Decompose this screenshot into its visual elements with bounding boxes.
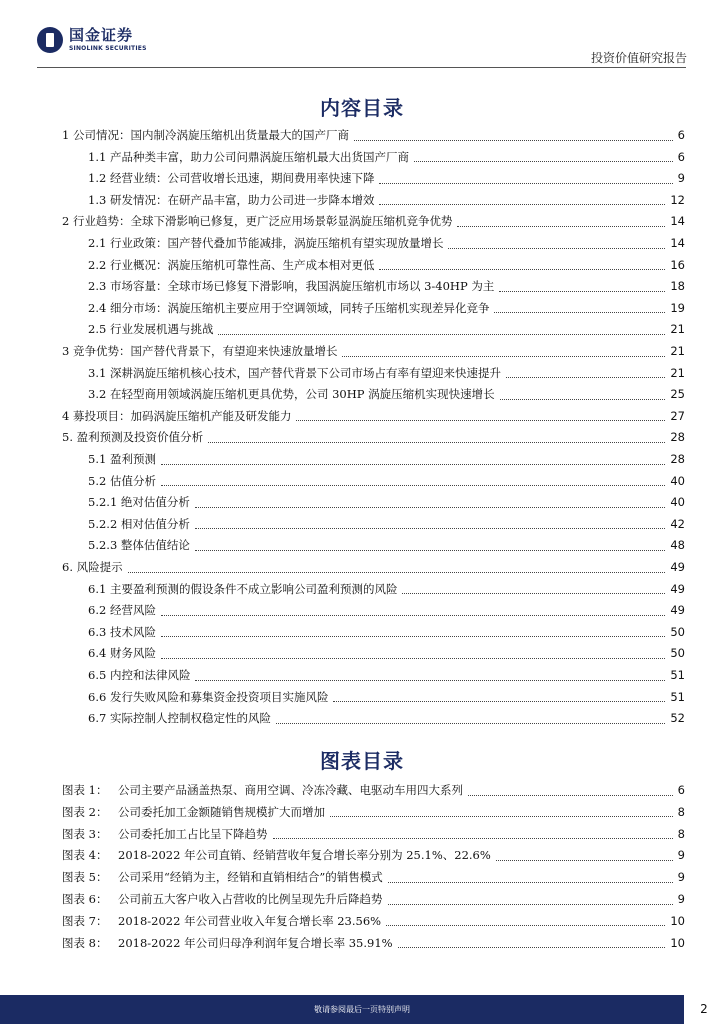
dot-leader bbox=[195, 497, 665, 508]
toc-entry-title: 3.1 深耕涡旋压缩机核心技术，国产替代背景下公司市场占有率有望迎来快速提升 bbox=[88, 365, 501, 380]
dot-leader bbox=[496, 850, 673, 861]
toc-entry-title: 3.2 在轻型商用领域涡旋压缩机更具优势，公司 30HP 涡旋压缩机实现快速增长 bbox=[88, 387, 495, 402]
toc-entry-title: 5.2.2 相对估值分析 bbox=[88, 516, 190, 531]
figure-label: 图表 2： bbox=[62, 804, 108, 819]
toc-entry-title: 2.3 市场容量：全球市场已修复下滑影响，我国涡旋压缩机市场以 3-40HP 为主 bbox=[88, 279, 495, 294]
toc-entry[interactable] bbox=[88, 624, 685, 640]
toc-entry[interactable] bbox=[88, 149, 685, 165]
dot-leader bbox=[388, 872, 673, 883]
toc-entry-title: 1.2 经营业绩：公司营收增长迅速，期间费用率快速下降 bbox=[88, 171, 375, 186]
toc-entry-title: 2.4 细分市场：涡旋压缩机主要应用于空调领域，同转子压缩机实现差异化竞争 bbox=[88, 300, 490, 315]
figure-label: 图表 3： bbox=[62, 826, 108, 841]
toc-entry[interactable] bbox=[62, 343, 685, 359]
toc-entry-title: 5.2 估值分析 bbox=[88, 473, 156, 488]
toc-entry-page: 50 bbox=[670, 646, 685, 661]
dot-leader bbox=[330, 806, 673, 817]
toc-entry[interactable] bbox=[88, 537, 685, 553]
toc-entry-page: 51 bbox=[670, 689, 685, 704]
contents-title: 内容目录 bbox=[320, 96, 404, 120]
figure-page: 10 bbox=[670, 935, 685, 950]
dot-leader bbox=[161, 605, 665, 616]
toc-entry[interactable] bbox=[88, 235, 685, 251]
figure-title: 公司采用“经销为主，经销和直销相结合”的销售模式 bbox=[118, 870, 383, 885]
dot-leader bbox=[161, 626, 665, 637]
toc-entry-title: 1.3 研发情况：在研产品丰富，助力公司进一步降本增效 bbox=[88, 192, 375, 207]
toc-entry[interactable] bbox=[62, 127, 685, 143]
toc-entry-page: 42 bbox=[670, 516, 685, 531]
toc-entry-page: 52 bbox=[670, 711, 685, 726]
figure-entry[interactable] bbox=[62, 826, 685, 842]
dot-leader bbox=[457, 216, 665, 227]
toc-entry-title: 6.2 经营风险 bbox=[88, 603, 156, 618]
toc-entry-title: 5.1 盈利预测 bbox=[88, 452, 156, 466]
toc-entry[interactable] bbox=[62, 429, 685, 445]
figure-title: 2018-2022 年公司直销、经销营收年复合增长率分别为 25.1%、22.6% bbox=[118, 848, 491, 863]
dot-leader bbox=[276, 713, 665, 724]
dot-leader bbox=[195, 540, 665, 551]
toc-entry-title: 6.6 发行失败风险和募集资金投资项目实施风险 bbox=[88, 689, 329, 704]
toc-entry-page: 6 bbox=[677, 128, 685, 142]
figure-label: 图表 6： bbox=[62, 892, 108, 906]
toc-entry-page: 12 bbox=[670, 192, 685, 207]
toc-entry-title: 6.1 主要盈利预测的假设条件不成立影响公司盈利预测的风险 bbox=[88, 581, 398, 596]
toc-entry[interactable] bbox=[88, 386, 685, 402]
dot-leader bbox=[333, 691, 665, 702]
logo-english-name: SINOLINK SECURITIES bbox=[69, 45, 147, 52]
toc-entry[interactable] bbox=[88, 710, 685, 726]
toc-entry[interactable] bbox=[88, 494, 685, 510]
toc-entry-page: 21 bbox=[670, 344, 685, 358]
toc-entry-title: 6.5 内控和法律风险 bbox=[88, 668, 191, 682]
page-number: 2 bbox=[684, 995, 724, 1024]
toc-entry[interactable] bbox=[88, 602, 685, 618]
toc-entry-page: 28 bbox=[670, 452, 685, 466]
figure-label: 图表 7： bbox=[62, 913, 108, 928]
dot-leader bbox=[128, 562, 666, 573]
dot-leader bbox=[195, 518, 665, 529]
toc-entry-page: 21 bbox=[670, 365, 685, 380]
toc-entry[interactable] bbox=[88, 365, 685, 381]
figure-page: 9 bbox=[677, 848, 685, 863]
toc-entry[interactable] bbox=[88, 516, 685, 532]
dot-leader bbox=[342, 346, 665, 357]
figure-entry[interactable] bbox=[62, 869, 685, 885]
figure-label: 图表 5： bbox=[62, 870, 108, 885]
toc-entry[interactable] bbox=[88, 451, 685, 467]
toc-entry-title: 5. 盈利预测及投资价值分析 bbox=[62, 430, 204, 445]
figure-title: 公司委托加工金额随销售规模扩大而增加 bbox=[118, 804, 325, 819]
figure-page: 9 bbox=[677, 892, 685, 906]
toc-entry-title: 2.5 行业发展机遇与挑战 bbox=[88, 322, 214, 337]
toc-entry-page: 27 bbox=[670, 408, 685, 423]
toc-entry-title: 1 公司情况：国内制冷涡旋压缩机出货量最大的国产厂商 bbox=[62, 128, 349, 142]
toc-entry-page: 40 bbox=[670, 473, 685, 488]
figure-page: 6 bbox=[677, 783, 685, 797]
toc-entry-title: 2.1 行业政策：国产替代叠加节能减排，涡旋压缩机有望实现放量增长 bbox=[88, 236, 444, 250]
figure-page: 10 bbox=[670, 913, 685, 928]
dot-leader bbox=[500, 389, 666, 400]
logo-chinese-name: 国金证券 bbox=[69, 26, 134, 44]
toc-entry-page: 49 bbox=[670, 581, 685, 596]
toc-entry-page: 6 bbox=[677, 149, 685, 164]
figure-page: 8 bbox=[677, 826, 685, 841]
toc-entry[interactable] bbox=[88, 300, 685, 316]
figure-title: 公司主要产品涵盖热泵、商用空调、冷冻冷藏、电驱动车用四大系列 bbox=[118, 783, 463, 797]
page-header bbox=[0, 0, 724, 70]
toc-entry-title: 6.3 技术风险 bbox=[88, 624, 156, 639]
figure-label: 图表 4： bbox=[62, 848, 108, 863]
dot-leader bbox=[379, 173, 672, 184]
toc-entry-title: 5.2.3 整体估值结论 bbox=[88, 538, 190, 553]
toc-entry-page: 49 bbox=[670, 603, 685, 618]
dot-leader bbox=[195, 670, 665, 681]
dot-leader bbox=[506, 367, 665, 378]
dot-leader bbox=[218, 324, 665, 335]
toc-entry-page: 18 bbox=[670, 279, 685, 294]
toc-entry[interactable] bbox=[88, 645, 685, 661]
toc-entry-title: 3 竞争优势：国产替代背景下，有望迎来快速放量增长 bbox=[62, 344, 338, 358]
toc-entry-title: 2.2 行业概况：涡旋压缩机可靠性高、生产成本相对更低 bbox=[88, 257, 375, 272]
dot-leader bbox=[499, 281, 665, 292]
toc-entry-page: 49 bbox=[670, 560, 685, 574]
figure-entry[interactable] bbox=[62, 891, 685, 907]
dot-leader bbox=[468, 785, 673, 796]
dot-leader bbox=[448, 238, 665, 249]
header-divider bbox=[37, 67, 686, 68]
toc-entry-page: 25 bbox=[670, 387, 685, 402]
toc-entry-page: 40 bbox=[670, 495, 685, 510]
figure-title: 公司前五大客户收入占营收的比例呈现先升后降趋势 bbox=[118, 892, 383, 906]
dot-leader bbox=[208, 432, 665, 443]
toc-entry-page: 14 bbox=[670, 236, 685, 250]
dot-leader bbox=[398, 937, 666, 948]
toc-entry-page: 48 bbox=[670, 538, 685, 553]
figure-label: 图表 1： bbox=[62, 783, 108, 797]
toc-entry[interactable] bbox=[62, 213, 685, 229]
figure-entry[interactable] bbox=[62, 913, 685, 929]
dot-leader bbox=[386, 915, 665, 926]
dot-leader bbox=[354, 130, 673, 141]
toc-entry[interactable] bbox=[62, 559, 685, 575]
toc-entry-page: 51 bbox=[670, 668, 685, 682]
dot-leader bbox=[273, 828, 673, 839]
toc-entry[interactable] bbox=[88, 473, 685, 489]
logo-mark-icon bbox=[37, 27, 63, 53]
figure-title: 2018-2022 年公司归母净利润年复合增长率 35.91% bbox=[118, 935, 393, 950]
dot-leader bbox=[379, 259, 665, 270]
dot-leader bbox=[379, 194, 665, 205]
toc-entry-title: 2 行业趋势：全球下滑影响已修复，更广泛应用场景彰显涡旋压缩机竞争优势 bbox=[62, 214, 453, 229]
dot-leader bbox=[494, 302, 665, 313]
toc-entry[interactable] bbox=[62, 408, 685, 424]
dot-leader bbox=[296, 410, 665, 421]
toc-entry-title: 4 募投项目：加码涡旋压缩机产能及研发能力 bbox=[62, 408, 292, 423]
report-type-label: 投资价值研究报告 bbox=[590, 51, 687, 65]
figure-entry[interactable] bbox=[62, 935, 685, 951]
toc-entry[interactable] bbox=[88, 170, 685, 186]
dot-leader bbox=[388, 894, 673, 905]
toc-entry-page: 16 bbox=[670, 257, 685, 272]
figure-entry[interactable] bbox=[62, 847, 685, 863]
company-logo bbox=[37, 27, 147, 53]
figure-page: 9 bbox=[677, 870, 685, 885]
dot-leader bbox=[161, 475, 665, 486]
toc-entry-page: 28 bbox=[670, 430, 685, 445]
toc-entry[interactable] bbox=[88, 278, 685, 294]
toc-entry-page: 21 bbox=[670, 322, 685, 337]
toc-entry-title: 6.4 财务风险 bbox=[88, 646, 156, 661]
toc-entry-page: 50 bbox=[670, 624, 685, 639]
toc-entry-page: 9 bbox=[677, 171, 685, 186]
toc-entry[interactable] bbox=[88, 581, 685, 597]
toc-entry-title: 6. 风险提示 bbox=[62, 560, 123, 574]
figures-title: 图表目录 bbox=[320, 749, 404, 773]
toc-entry[interactable] bbox=[88, 667, 685, 683]
figure-entry[interactable] bbox=[62, 804, 685, 820]
toc-entry[interactable] bbox=[88, 321, 685, 337]
toc-entry-page: 19 bbox=[670, 300, 685, 315]
dot-leader bbox=[161, 648, 665, 659]
toc-entry[interactable] bbox=[88, 192, 685, 208]
figure-title: 2018-2022 年公司营业收入年复合增长率 23.56% bbox=[118, 913, 382, 928]
figure-entry[interactable] bbox=[62, 782, 685, 798]
toc-entry-page: 14 bbox=[670, 214, 685, 229]
dot-leader bbox=[402, 583, 665, 594]
footer-disclaimer: 敬请参阅最后一页特别声明 bbox=[314, 1005, 410, 1014]
figure-label: 图表 8： bbox=[62, 935, 108, 950]
figure-title: 公司委托加工占比呈下降趋势 bbox=[118, 826, 268, 841]
toc-entry-title: 5.2.1 绝对估值分析 bbox=[88, 495, 190, 510]
toc-entry[interactable] bbox=[88, 689, 685, 705]
figure-page: 8 bbox=[677, 804, 685, 819]
dot-leader bbox=[414, 151, 673, 162]
dot-leader bbox=[161, 454, 665, 465]
toc-entry-title: 6.7 实际控制人控制权稳定性的风险 bbox=[88, 711, 271, 726]
toc-entry-title: 1.1 产品种类丰富，助力公司问鼎涡旋压缩机最大出货国产厂商 bbox=[88, 149, 409, 164]
toc-entry[interactable] bbox=[88, 257, 685, 273]
